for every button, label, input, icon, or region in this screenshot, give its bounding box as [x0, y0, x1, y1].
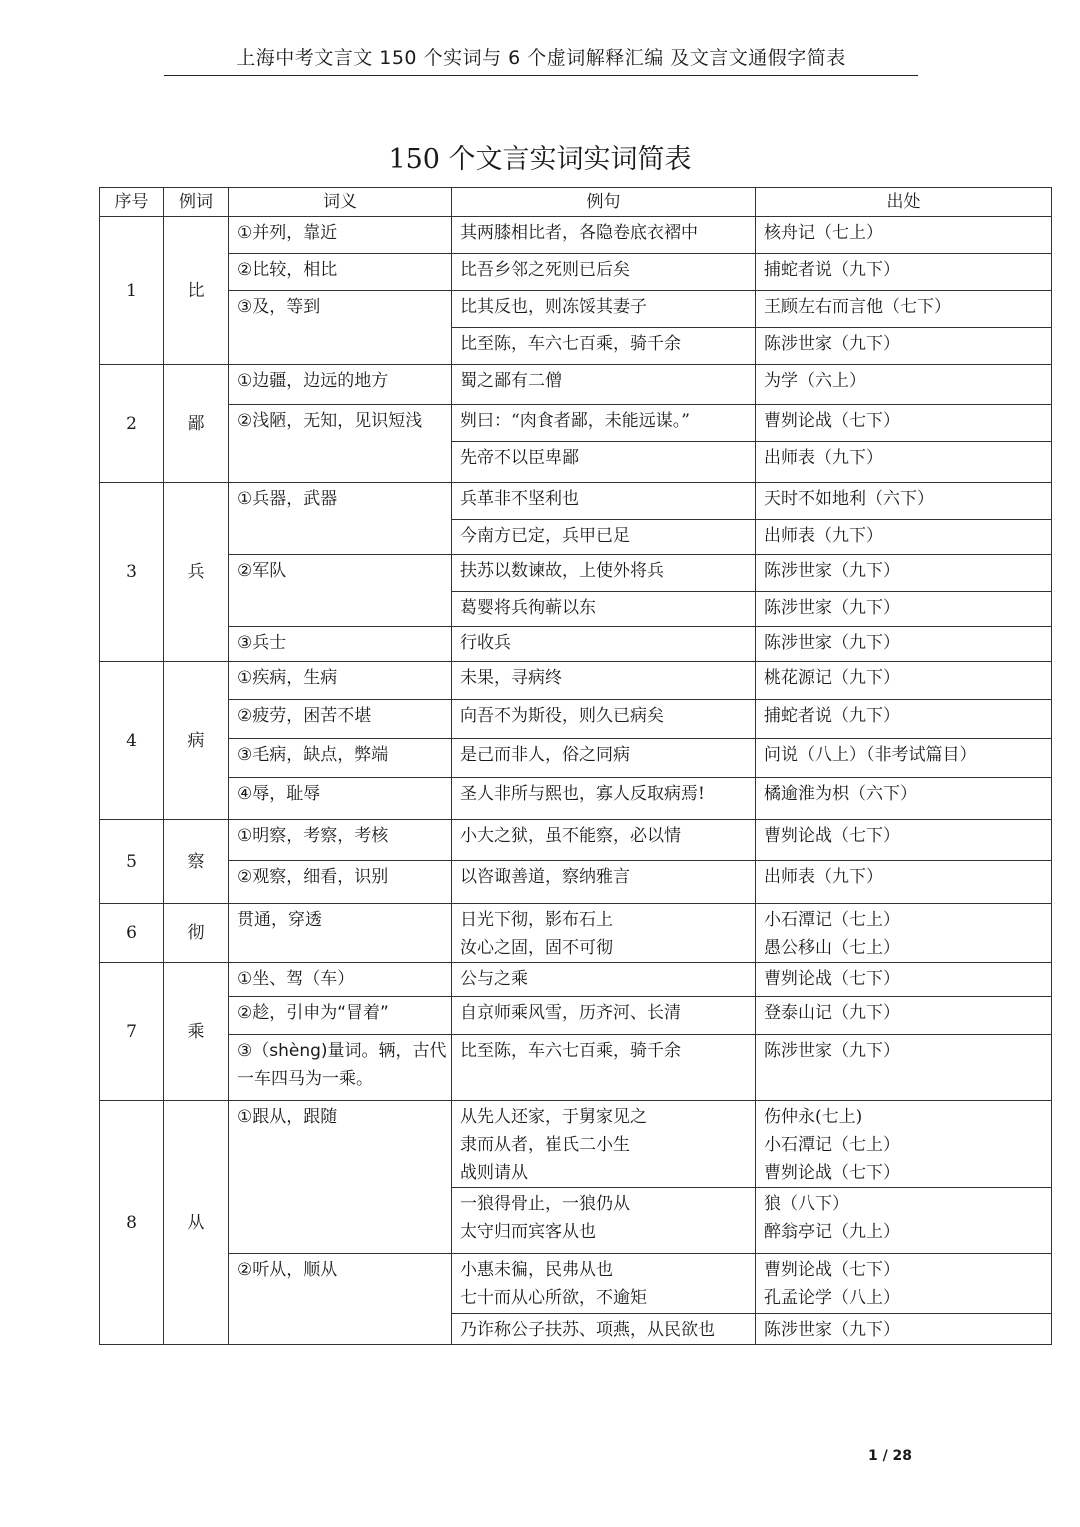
- example-sentence: 蜀之鄙有二僧: [452, 365, 756, 405]
- source-cell: 登泰山记（九下）: [756, 997, 1052, 1035]
- example-word: 鄙: [164, 365, 229, 483]
- table-row: [100, 1254, 1052, 1314]
- source-cell: 问说（八上）（非考试篇目）: [756, 739, 1052, 778]
- meaning-cell: ②比较，相比: [229, 254, 452, 291]
- meaning-cell: ③（shèng)量词。辆，古代一车四马为一乘。: [229, 1035, 452, 1101]
- example-sentence: 是己而非人，俗之同病: [452, 739, 756, 778]
- table-row: [100, 739, 1052, 778]
- source-cell: 陈涉世家（九下）: [756, 555, 1052, 592]
- example-sentence: 扶苏以数谏故，上使外将兵: [452, 555, 756, 592]
- table-row: [100, 483, 1052, 520]
- meaning-cell: ②浅陋，无知，见识短浅: [229, 405, 452, 483]
- meaning-cell: ④辱，耻辱: [229, 778, 452, 820]
- meaning-cell: ②听从，顺从: [229, 1254, 452, 1345]
- table-row: [100, 963, 1052, 997]
- example-sentence: 行收兵: [452, 627, 756, 662]
- example-line: 汝心之固，固不可彻: [460, 938, 613, 958]
- example-line: 一狼得骨止，一狼仍从: [460, 1194, 630, 1214]
- source-cell: 曹刿论战（七下）: [756, 963, 1052, 997]
- table-row: [100, 904, 1052, 963]
- example-word: 彻: [164, 904, 229, 963]
- example-line: 小惠未徧，民弗从也: [460, 1260, 613, 1280]
- meaning-cell: ①坐、驾（车）: [229, 963, 452, 997]
- meaning-cell: ②疲劳，困苦不堪: [229, 700, 452, 739]
- column-header-word: 例词: [164, 188, 229, 217]
- table-row: [100, 291, 1052, 328]
- source-line: 伤仲永(七上): [764, 1107, 863, 1127]
- source-line: 曹刿论战（七下）: [764, 1163, 900, 1183]
- example-word: 病: [164, 662, 229, 820]
- source-line: 小石潭记（七上）: [764, 910, 900, 930]
- table-row: [100, 820, 1052, 861]
- example-sentence: 比至陈，车六七百乘，骑千余: [452, 328, 756, 365]
- table-row: [100, 254, 1052, 291]
- meaning-cell: ①疾病，生病: [229, 662, 452, 700]
- example-line: 从先人还家，于舅家见之: [460, 1107, 647, 1127]
- meaning-cell: ②观察，细看，识别: [229, 861, 452, 904]
- example-sentence: 今南方已定，兵甲已足: [452, 520, 756, 555]
- meaning-cell: ②趁，引申为“冒着”: [229, 997, 452, 1035]
- source-cell: 出师表（九下）: [756, 520, 1052, 555]
- column-header-meaning: 词义: [229, 188, 452, 217]
- example-sentence: [452, 904, 756, 963]
- example-line: 七十而从心所欲，不逾矩: [460, 1288, 647, 1308]
- source-cell: 陈涉世家（九下）: [756, 1035, 1052, 1101]
- source-cell: [756, 1188, 1052, 1254]
- example-word: 察: [164, 820, 229, 904]
- source-cell: 曹刿论战（七下）: [756, 405, 1052, 442]
- row-number: 6: [100, 904, 164, 963]
- example-sentence: 葛婴将兵徇蕲以东: [452, 592, 756, 627]
- example-word: 从: [164, 1101, 229, 1345]
- row-number: 1: [100, 217, 164, 365]
- example-line: 战则请从: [460, 1163, 528, 1183]
- example-sentence: 向吾不为斯役，则久已病矣: [452, 700, 756, 739]
- example-sentence: 比吾乡邻之死则已后矣: [452, 254, 756, 291]
- source-cell: 陈涉世家（九下）: [756, 1314, 1052, 1345]
- column-header-source: 出处: [756, 188, 1052, 217]
- table-row: [100, 997, 1052, 1035]
- table-header-row: [100, 188, 1052, 217]
- table-row: [100, 217, 1052, 254]
- table-row: [100, 778, 1052, 820]
- example-word: 比: [164, 217, 229, 365]
- row-number: 5: [100, 820, 164, 904]
- source-cell: 陈涉世家（九下）: [756, 592, 1052, 627]
- source-cell: 捕蛇者说（九下）: [756, 254, 1052, 291]
- vocabulary-table: [99, 187, 1052, 1345]
- example-sentence: 其两膝相比者，各隐卷底衣褶中: [452, 217, 756, 254]
- example-word: 乘: [164, 963, 229, 1101]
- row-number: 7: [100, 963, 164, 1101]
- table-row: [100, 365, 1052, 405]
- example-sentence: 小大之狱，虽不能察，必以情: [452, 820, 756, 861]
- example-sentence: 刿曰：“肉食者鄙，未能远谋。”: [452, 405, 756, 442]
- source-cell: [756, 1101, 1052, 1188]
- example-line: 太守归而宾客从也: [460, 1222, 596, 1242]
- table-title: 150 个文言实词实词简表: [388, 144, 692, 175]
- meaning-cell: ③及，等到: [229, 291, 452, 365]
- meaning-cell: ③毛病，缺点，弊端: [229, 739, 452, 778]
- meaning-cell: ①跟从，跟随: [229, 1101, 452, 1254]
- example-sentence: 先帝不以臣卑鄙: [452, 442, 756, 483]
- source-line: 狼（八下）: [764, 1194, 849, 1214]
- row-number: 4: [100, 662, 164, 820]
- source-cell: 桃花源记（九下）: [756, 662, 1052, 700]
- source-cell: 为学（六上）: [756, 365, 1052, 405]
- source-line: 孔孟论学（八上）: [764, 1288, 900, 1308]
- table-row: [100, 555, 1052, 592]
- source-cell: 出师表（九下）: [756, 442, 1052, 483]
- example-sentence: 圣人非所与熙也，寡人反取病焉!: [452, 778, 756, 820]
- example-sentence: 乃诈称公子扶苏、项燕，从民欲也: [452, 1314, 756, 1345]
- row-number: 8: [100, 1101, 164, 1345]
- source-line: 愚公移山（七上）: [764, 938, 900, 958]
- row-number: 3: [100, 483, 164, 662]
- document-header: 上海中考文言文 150 个实词与 6 个虚词解释汇编 及文言文通假字简表: [236, 47, 846, 69]
- source-cell: 王顾左右而言他（七下）: [756, 291, 1052, 328]
- source-cell: 橘逾淮为枳（六下）: [756, 778, 1052, 820]
- meaning-cell: ②军队: [229, 555, 452, 627]
- meaning-cell: ③兵士: [229, 627, 452, 662]
- table-row: [100, 627, 1052, 662]
- source-cell: 核舟记（七上）: [756, 217, 1052, 254]
- table-row: [100, 1035, 1052, 1101]
- meaning-cell: ①明察，考察，考核: [229, 820, 452, 861]
- example-sentence: 比其反也，则冻馁其妻子: [452, 291, 756, 328]
- table-row: [100, 861, 1052, 904]
- example-sentence: 以咨诹善道，察纳雅言: [452, 861, 756, 904]
- example-sentence: [452, 1188, 756, 1254]
- source-cell: 陈涉世家（九下）: [756, 328, 1052, 365]
- meaning-cell: ①边疆，边远的地方: [229, 365, 452, 405]
- source-line: 小石潭记（七上）: [764, 1135, 900, 1155]
- example-sentence: 未果，寻病终: [452, 662, 756, 700]
- source-line: 曹刿论战（七下）: [764, 1260, 900, 1280]
- source-line: 醉翁亭记（九上）: [764, 1222, 900, 1242]
- example-line: 日光下彻，影布石上: [460, 910, 613, 930]
- row-number: 2: [100, 365, 164, 483]
- example-sentence: [452, 1254, 756, 1314]
- page-number: 1 / 28: [867, 1448, 913, 1464]
- source-cell: 出师表（九下）: [756, 861, 1052, 904]
- source-cell: 陈涉世家（九下）: [756, 627, 1052, 662]
- meaning-cell: 贯通，穿透: [229, 904, 452, 963]
- header-rule: [164, 75, 918, 76]
- example-sentence: 兵革非不坚利也: [452, 483, 756, 520]
- example-sentence: 比至陈，车六七百乘，骑千余: [452, 1035, 756, 1101]
- table-row: [100, 662, 1052, 700]
- column-header-example: 例句: [452, 188, 756, 217]
- source-cell: [756, 904, 1052, 963]
- table-row: [100, 1101, 1052, 1188]
- example-line: 隶而从者，崔氏二小生: [460, 1135, 630, 1155]
- source-cell: [756, 1254, 1052, 1314]
- source-cell: 天时不如地利（六下）: [756, 483, 1052, 520]
- example-sentence: [452, 1101, 756, 1188]
- table-row: [100, 405, 1052, 442]
- meaning-cell: ①并列，靠近: [229, 217, 452, 254]
- meaning-cell: ①兵器，武器: [229, 483, 452, 555]
- example-sentence: 公与之乘: [452, 963, 756, 997]
- source-cell: 捕蛇者说（九下）: [756, 700, 1052, 739]
- example-sentence: 自京师乘风雪，历齐河、长清: [452, 997, 756, 1035]
- source-cell: 曹刿论战（七下）: [756, 820, 1052, 861]
- example-word: 兵: [164, 483, 229, 662]
- table-row: [100, 700, 1052, 739]
- column-header-number: 序号: [100, 188, 164, 217]
